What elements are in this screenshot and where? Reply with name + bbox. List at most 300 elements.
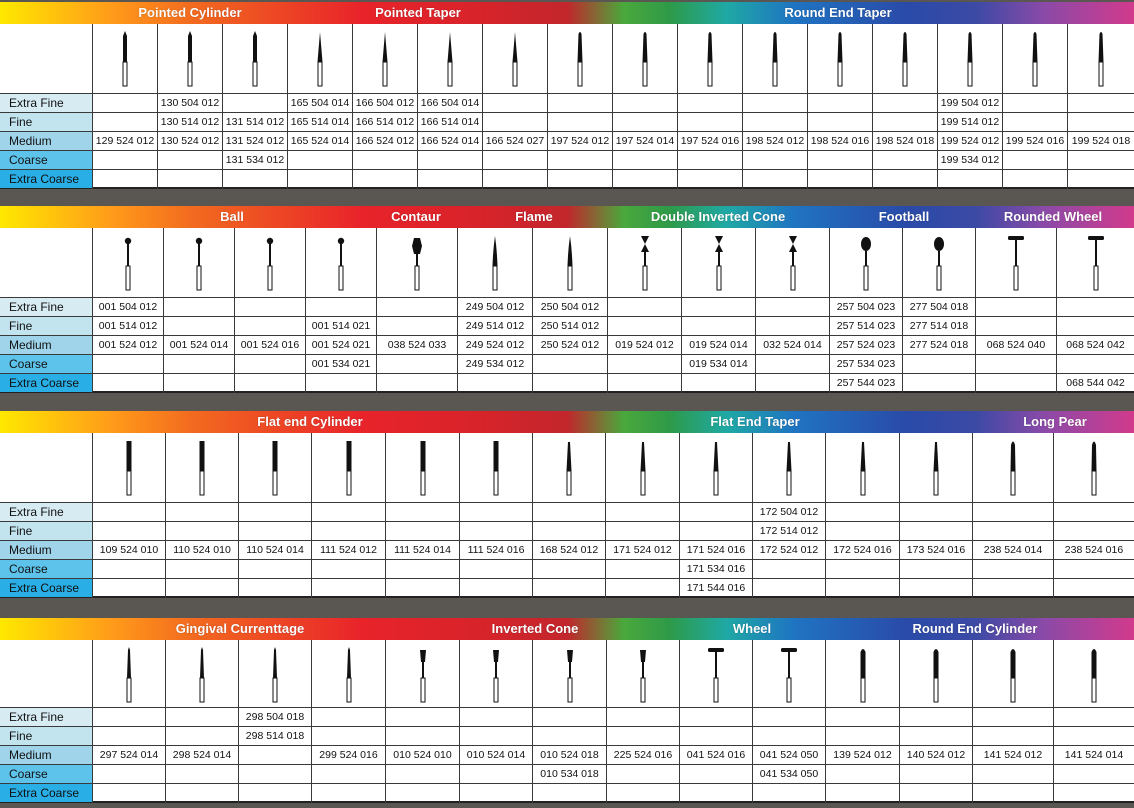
grit-label: Extra Fine bbox=[0, 502, 92, 521]
product-code-cell bbox=[678, 150, 742, 170]
bur-column bbox=[605, 433, 679, 598]
round-taper-bur-icon bbox=[569, 28, 591, 88]
product-code-cell bbox=[682, 316, 755, 336]
product-code-cell bbox=[483, 93, 547, 113]
product-code-cell bbox=[548, 150, 612, 170]
product-code-cell bbox=[826, 764, 899, 784]
pointed-cyl-bur-icon bbox=[114, 28, 136, 88]
product-code-cell bbox=[1054, 783, 1134, 803]
product-code-cell: 257 544 023 bbox=[830, 373, 902, 393]
bur-column bbox=[417, 24, 482, 189]
product-code-cell: 001 524 021 bbox=[306, 335, 376, 355]
pear-bur-icon bbox=[1083, 437, 1105, 497]
category-header bbox=[0, 618, 1134, 640]
bur-column bbox=[679, 640, 752, 803]
product-code-cell bbox=[312, 726, 385, 746]
bur-column bbox=[972, 433, 1053, 598]
product-code-cell bbox=[756, 297, 829, 317]
product-code-cell bbox=[608, 373, 681, 393]
product-code-cell: 171 534 016 bbox=[680, 559, 752, 579]
product-code-cell: 199 514 012 bbox=[938, 112, 1002, 132]
product-code-cell: 068 524 040 bbox=[976, 335, 1056, 355]
product-code-cell: 165 524 014 bbox=[288, 131, 352, 151]
bur-column bbox=[376, 228, 457, 393]
bur-column bbox=[92, 640, 165, 803]
inv-cone-bur-icon bbox=[632, 644, 654, 704]
flame-bur-icon bbox=[559, 232, 581, 292]
category-title: Inverted Cone bbox=[491, 621, 579, 636]
bur-table-panel bbox=[0, 411, 1134, 598]
product-code-cell: 225 524 016 bbox=[607, 745, 679, 765]
product-code-cell bbox=[873, 150, 937, 170]
pointed-taper-bur-icon bbox=[439, 28, 461, 88]
product-code-cell bbox=[386, 783, 459, 803]
product-code-cell bbox=[973, 502, 1053, 522]
product-code-cell bbox=[680, 521, 752, 541]
product-code-cell bbox=[1054, 502, 1134, 522]
bur-column bbox=[238, 640, 311, 803]
product-code-cell bbox=[353, 169, 417, 189]
product-code-cell bbox=[460, 707, 532, 727]
product-code-cell bbox=[826, 559, 899, 579]
product-code-cell: 199 524 018 bbox=[1068, 131, 1134, 151]
product-code-cell bbox=[548, 112, 612, 132]
product-code-cell: 165 514 014 bbox=[288, 112, 352, 132]
product-code-cell: 041 524 050 bbox=[753, 745, 825, 765]
wheel-bur-icon bbox=[778, 644, 800, 704]
category-title: Rounded Wheel bbox=[1003, 209, 1103, 224]
product-code-cell: 131 534 012 bbox=[223, 150, 287, 170]
bur-column bbox=[547, 24, 612, 189]
bur-column bbox=[482, 24, 547, 189]
grit-label: Fine bbox=[0, 112, 92, 131]
product-code-cell: 171 524 016 bbox=[680, 540, 752, 560]
football-bur-icon bbox=[855, 232, 877, 292]
product-code-cell bbox=[900, 783, 972, 803]
product-code-cell bbox=[377, 297, 457, 317]
flame-bur-icon bbox=[484, 232, 506, 292]
product-code-cell bbox=[826, 726, 899, 746]
product-code-cell: 171 544 016 bbox=[680, 578, 752, 598]
product-code-cell bbox=[756, 354, 829, 374]
bur-column bbox=[972, 640, 1053, 803]
bur-column bbox=[1002, 24, 1067, 189]
bur-table-panel bbox=[0, 206, 1134, 393]
category-title: Football bbox=[878, 209, 930, 224]
product-code-cell bbox=[312, 707, 385, 727]
flat-cyl-bur-icon bbox=[338, 437, 360, 497]
product-code-cell: 038 524 033 bbox=[377, 335, 457, 355]
product-code-cell bbox=[973, 521, 1053, 541]
inv-cone-bur-icon bbox=[485, 644, 507, 704]
product-code-cell bbox=[533, 373, 607, 393]
product-code-cell bbox=[900, 707, 972, 727]
product-code-cell: 129 524 012 bbox=[93, 131, 157, 151]
product-code-cell bbox=[1054, 726, 1134, 746]
product-code-cell bbox=[682, 297, 755, 317]
product-code-cell bbox=[756, 316, 829, 336]
product-code-cell: 166 514 012 bbox=[353, 112, 417, 132]
product-code-cell: 110 524 014 bbox=[239, 540, 311, 560]
product-code-cell bbox=[288, 150, 352, 170]
flat-taper-bur-icon bbox=[778, 437, 800, 497]
product-code-cell bbox=[533, 559, 605, 579]
product-code-cell: 032 524 014 bbox=[756, 335, 829, 355]
product-code-cell bbox=[607, 707, 679, 727]
product-code-cell bbox=[973, 559, 1053, 579]
product-code-cell: 130 524 012 bbox=[158, 131, 222, 151]
product-code-cell: 001 514 021 bbox=[306, 316, 376, 336]
category-title: Contaur bbox=[391, 209, 441, 224]
product-code-cell: 141 524 012 bbox=[973, 745, 1053, 765]
product-code-cell bbox=[900, 578, 972, 598]
category-title: Pointed Taper bbox=[375, 5, 461, 20]
product-code-cell: 141 524 014 bbox=[1054, 745, 1134, 765]
product-code-cell bbox=[900, 521, 972, 541]
product-code-cell bbox=[973, 707, 1053, 727]
bur-column bbox=[752, 640, 825, 803]
bur-column bbox=[752, 433, 825, 598]
product-code-cell bbox=[826, 783, 899, 803]
bur-column bbox=[975, 228, 1056, 393]
product-code-cell bbox=[93, 93, 157, 113]
product-code-cell bbox=[306, 373, 376, 393]
product-code-cell bbox=[533, 707, 606, 727]
product-code-cell: 010 524 010 bbox=[386, 745, 459, 765]
product-code-cell: 298 524 014 bbox=[166, 745, 238, 765]
product-code-cell bbox=[460, 559, 532, 579]
product-code-cell: 068 544 042 bbox=[1057, 373, 1134, 393]
product-code-cell: 199 534 012 bbox=[938, 150, 1002, 170]
bur-table-panel bbox=[0, 618, 1134, 803]
product-code-cell: 001 524 016 bbox=[235, 335, 305, 355]
product-code-cell: 199 524 016 bbox=[1003, 131, 1067, 151]
product-code-cell bbox=[900, 559, 972, 579]
product-code-cell: 168 524 012 bbox=[533, 540, 605, 560]
product-code-cell bbox=[93, 783, 165, 803]
product-code-cell: 173 524 016 bbox=[900, 540, 972, 560]
category-title: Double Inverted Cone bbox=[650, 209, 786, 224]
inv-cone-bur-icon bbox=[412, 644, 434, 704]
bur-column bbox=[459, 640, 532, 803]
double-cone-bur-icon bbox=[634, 232, 656, 292]
product-code-cell bbox=[808, 169, 872, 189]
product-code-cell: 166 524 027 bbox=[483, 131, 547, 151]
bur-column bbox=[677, 24, 742, 189]
product-code-cell bbox=[606, 502, 679, 522]
product-code-cell bbox=[460, 783, 532, 803]
product-code-cell bbox=[166, 521, 238, 541]
product-code-cell: 172 524 016 bbox=[826, 540, 899, 560]
product-code-cell bbox=[533, 783, 606, 803]
round-taper-bur-icon bbox=[894, 28, 916, 88]
product-code-cell bbox=[606, 559, 679, 579]
product-code-cell bbox=[973, 578, 1053, 598]
round-taper-bur-icon bbox=[1090, 28, 1112, 88]
product-code-cell bbox=[753, 578, 825, 598]
product-code-cell bbox=[900, 502, 972, 522]
product-code-cell bbox=[826, 707, 899, 727]
flat-cyl-bur-icon bbox=[412, 437, 434, 497]
product-code-cell bbox=[608, 316, 681, 336]
bur-column bbox=[532, 433, 605, 598]
inv-cone-bur-icon bbox=[559, 644, 581, 704]
product-code-cell: 250 504 012 bbox=[533, 297, 607, 317]
product-code-cell bbox=[93, 521, 165, 541]
bur-column bbox=[311, 640, 385, 803]
product-code-cell bbox=[1068, 112, 1134, 132]
product-code-cell bbox=[1054, 707, 1134, 727]
round-cyl-bur-icon bbox=[925, 644, 947, 704]
pointed-cyl-bur-icon bbox=[244, 28, 266, 88]
product-code-cell bbox=[1057, 354, 1134, 374]
product-code-cell bbox=[753, 783, 825, 803]
grit-label: Coarse bbox=[0, 764, 92, 783]
grit-label: Medium bbox=[0, 745, 92, 764]
product-code-cell bbox=[756, 373, 829, 393]
product-code-cell: 001 524 014 bbox=[164, 335, 234, 355]
grit-label: Coarse bbox=[0, 150, 92, 169]
product-code-cell bbox=[606, 578, 679, 598]
product-code-cell bbox=[223, 169, 287, 189]
product-code-cell bbox=[239, 745, 311, 765]
category-title: Long Pear bbox=[1023, 414, 1087, 429]
product-code-cell bbox=[460, 726, 532, 746]
product-code-cell bbox=[239, 783, 311, 803]
product-code-cell bbox=[976, 373, 1056, 393]
bur-column bbox=[92, 24, 157, 189]
product-code-cell bbox=[158, 150, 222, 170]
product-code-cell: 257 514 023 bbox=[830, 316, 902, 336]
product-code-cell bbox=[973, 726, 1053, 746]
product-code-cell bbox=[613, 93, 677, 113]
product-code-cell bbox=[808, 150, 872, 170]
product-code-cell: 019 524 014 bbox=[682, 335, 755, 355]
product-code-cell bbox=[166, 783, 238, 803]
product-code-cell bbox=[235, 316, 305, 336]
round-cyl-bur-icon bbox=[852, 644, 874, 704]
bur-column bbox=[681, 228, 755, 393]
round-cyl-bur-icon bbox=[1083, 644, 1105, 704]
grit-label: Extra Fine bbox=[0, 93, 92, 112]
product-code-cell bbox=[164, 316, 234, 336]
bur-column bbox=[872, 24, 937, 189]
product-code-cell bbox=[418, 150, 482, 170]
category-title: Flat end Cylinder bbox=[257, 414, 363, 429]
product-code-cell bbox=[680, 502, 752, 522]
category-title: Round End Cylinder bbox=[912, 621, 1038, 636]
product-code-cell bbox=[533, 521, 605, 541]
product-code-cell bbox=[1003, 93, 1067, 113]
product-code-cell bbox=[808, 93, 872, 113]
product-code-cell: 249 524 012 bbox=[458, 335, 532, 355]
product-code-cell: 140 524 012 bbox=[900, 745, 972, 765]
gingival-bur-icon bbox=[191, 644, 213, 704]
product-code-cell bbox=[93, 354, 163, 374]
gingival-bur-icon bbox=[118, 644, 140, 704]
bur-column bbox=[1067, 24, 1134, 189]
flat-taper-bur-icon bbox=[632, 437, 654, 497]
product-code-cell bbox=[606, 521, 679, 541]
bur-column bbox=[1053, 640, 1134, 803]
product-code-cell bbox=[976, 297, 1056, 317]
wheel-bur-icon bbox=[705, 644, 727, 704]
product-code-cell bbox=[483, 112, 547, 132]
product-code-cell bbox=[386, 707, 459, 727]
product-code-cell bbox=[873, 169, 937, 189]
grit-label: Extra Fine bbox=[0, 297, 92, 316]
product-code-cell bbox=[607, 783, 679, 803]
bur-column bbox=[163, 228, 234, 393]
product-code-cell: 249 504 012 bbox=[458, 297, 532, 317]
product-code-cell bbox=[93, 373, 163, 393]
product-code-cell bbox=[1057, 297, 1134, 317]
product-code-cell bbox=[312, 559, 385, 579]
product-code-cell: 166 504 012 bbox=[353, 93, 417, 113]
product-code-cell: 172 504 012 bbox=[753, 502, 825, 522]
product-code-cell bbox=[377, 316, 457, 336]
grit-label: Coarse bbox=[0, 354, 92, 373]
product-code-cell bbox=[223, 93, 287, 113]
product-code-cell bbox=[682, 373, 755, 393]
product-code-cell bbox=[418, 169, 482, 189]
product-code-cell: 109 524 010 bbox=[93, 540, 165, 560]
product-code-cell bbox=[548, 93, 612, 113]
product-code-cell bbox=[1057, 316, 1134, 336]
bur-column bbox=[755, 228, 829, 393]
bur-column bbox=[92, 433, 165, 598]
bur-column bbox=[607, 228, 681, 393]
product-code-cell bbox=[235, 373, 305, 393]
product-code-cell bbox=[239, 578, 311, 598]
product-code-cell bbox=[678, 112, 742, 132]
product-code-cell bbox=[93, 578, 165, 598]
product-code-cell bbox=[377, 373, 457, 393]
product-code-cell: 198 524 016 bbox=[808, 131, 872, 151]
product-code-cell: 166 504 014 bbox=[418, 93, 482, 113]
product-code-cell bbox=[608, 354, 681, 374]
bur-column bbox=[899, 433, 972, 598]
flat-cyl-bur-icon bbox=[485, 437, 507, 497]
product-code-cell bbox=[533, 354, 607, 374]
product-code-cell bbox=[164, 373, 234, 393]
product-code-cell bbox=[900, 726, 972, 746]
grit-label: Extra Coarse bbox=[0, 578, 92, 597]
category-header bbox=[0, 206, 1134, 228]
product-code-cell bbox=[680, 783, 752, 803]
product-code-cell bbox=[613, 150, 677, 170]
product-code-cell: 111 524 016 bbox=[460, 540, 532, 560]
gingival-bur-icon bbox=[338, 644, 360, 704]
product-code-cell bbox=[164, 297, 234, 317]
product-code-cell bbox=[938, 169, 1002, 189]
double-cone-bur-icon bbox=[782, 232, 804, 292]
wheel-bur-icon bbox=[1085, 232, 1107, 292]
pointed-taper-bur-icon bbox=[309, 28, 331, 88]
grit-label: Fine bbox=[0, 316, 92, 335]
product-code-cell: 166 514 014 bbox=[418, 112, 482, 132]
product-code-cell: 198 524 012 bbox=[743, 131, 807, 151]
bur-column bbox=[352, 24, 417, 189]
product-code-cell bbox=[873, 93, 937, 113]
bur-column bbox=[532, 640, 606, 803]
ball-bur-icon bbox=[188, 232, 210, 292]
bur-column bbox=[899, 640, 972, 803]
product-code-cell: 111 524 012 bbox=[312, 540, 385, 560]
product-code-cell bbox=[386, 764, 459, 784]
product-code-cell bbox=[93, 502, 165, 522]
product-code-cell bbox=[386, 559, 459, 579]
product-code-cell: 130 504 012 bbox=[158, 93, 222, 113]
product-code-cell bbox=[166, 578, 238, 598]
product-code-cell bbox=[548, 169, 612, 189]
round-taper-bur-icon bbox=[1024, 28, 1046, 88]
product-code-cell: 250 524 012 bbox=[533, 335, 607, 355]
product-code-cell bbox=[1003, 112, 1067, 132]
product-code-cell: 198 524 018 bbox=[873, 131, 937, 151]
product-code-cell bbox=[386, 578, 459, 598]
product-code-cell bbox=[678, 93, 742, 113]
product-code-cell bbox=[607, 726, 679, 746]
round-taper-bur-icon bbox=[959, 28, 981, 88]
bur-column bbox=[305, 228, 376, 393]
flat-taper-bur-icon bbox=[925, 437, 947, 497]
double-cone-bur-icon bbox=[708, 232, 730, 292]
grit-label: Fine bbox=[0, 521, 92, 540]
product-code-cell bbox=[1054, 521, 1134, 541]
bur-column bbox=[459, 433, 532, 598]
product-code-cell bbox=[93, 150, 157, 170]
product-code-cell: 001 534 021 bbox=[306, 354, 376, 374]
round-taper-bur-icon bbox=[634, 28, 656, 88]
product-code-cell bbox=[312, 521, 385, 541]
product-code-cell bbox=[164, 354, 234, 374]
product-code-cell bbox=[1003, 169, 1067, 189]
product-code-cell bbox=[1054, 578, 1134, 598]
round-taper-bur-icon bbox=[764, 28, 786, 88]
product-code-cell: 166 524 012 bbox=[353, 131, 417, 151]
product-code-cell: 166 524 014 bbox=[418, 131, 482, 151]
bur-column bbox=[165, 433, 238, 598]
product-code-cell bbox=[166, 502, 238, 522]
gingival-bur-icon bbox=[264, 644, 286, 704]
grit-label: Extra Coarse bbox=[0, 783, 92, 802]
bur-column bbox=[532, 228, 607, 393]
pear-bur-icon bbox=[1002, 437, 1024, 497]
product-code-cell bbox=[353, 150, 417, 170]
product-code-cell bbox=[312, 783, 385, 803]
product-code-cell bbox=[386, 521, 459, 541]
product-code-cell: 131 524 012 bbox=[223, 131, 287, 151]
contour-bur-icon bbox=[406, 232, 428, 292]
product-code-cell bbox=[239, 764, 311, 784]
product-code-cell bbox=[386, 502, 459, 522]
product-code-cell: 068 524 042 bbox=[1057, 335, 1134, 355]
product-code-cell bbox=[533, 502, 605, 522]
grit-label: Extra Coarse bbox=[0, 169, 92, 188]
product-code-cell bbox=[239, 559, 311, 579]
product-code-cell bbox=[386, 726, 459, 746]
grit-label: Fine bbox=[0, 726, 92, 745]
bur-column bbox=[937, 24, 1002, 189]
product-code-cell bbox=[239, 502, 311, 522]
ball-bur-icon bbox=[259, 232, 281, 292]
ball-bur-icon bbox=[330, 232, 352, 292]
bur-column bbox=[385, 433, 459, 598]
product-code-cell: 139 524 012 bbox=[826, 745, 899, 765]
product-code-cell bbox=[460, 764, 532, 784]
bur-table-panel bbox=[0, 2, 1134, 189]
